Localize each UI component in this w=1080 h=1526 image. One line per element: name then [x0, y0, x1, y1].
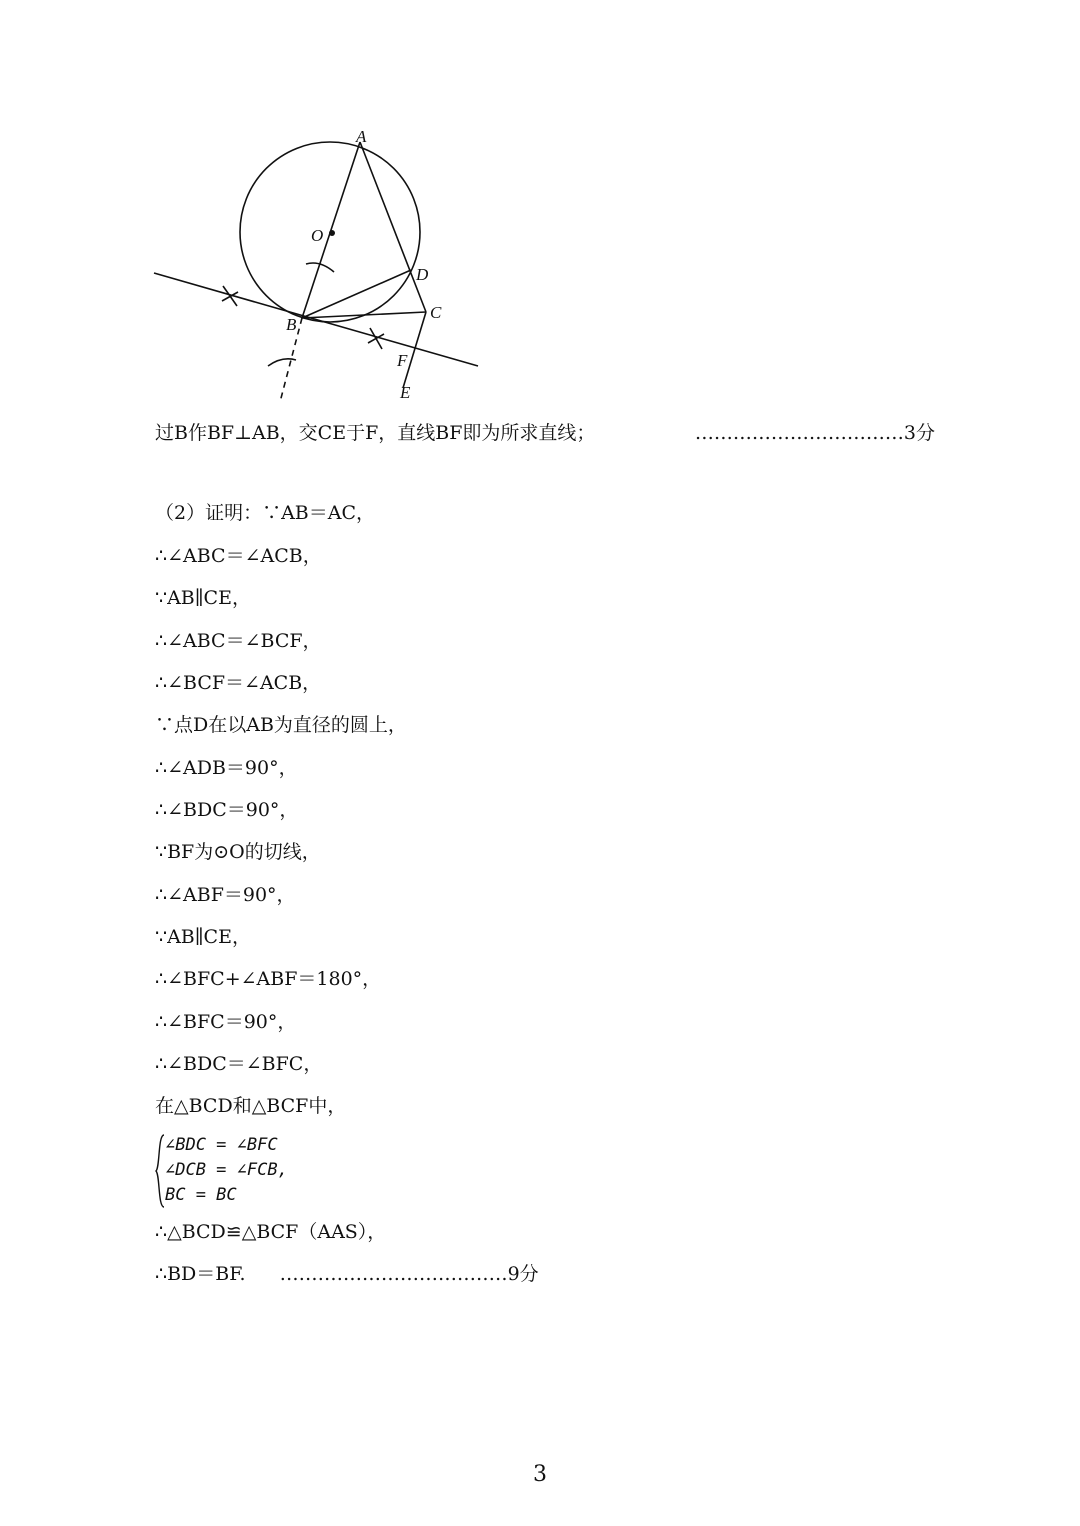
geometry-diagram: [150, 120, 490, 410]
proof-line: ∴∠BDC＝90°，: [155, 799, 299, 821]
segment-bc: [302, 312, 426, 318]
system-row: BC = BC: [165, 1185, 237, 1205]
proof-line: ∴∠BDC＝∠BFC，: [155, 1053, 323, 1075]
arc-mark-upper: [306, 263, 334, 272]
proof-line: ∵BF为⊙O的切线，: [155, 841, 321, 863]
proof-line: 在△BCD和△BCF中，: [155, 1095, 347, 1117]
arc-mark-lower: [268, 359, 296, 366]
proof-line: ∴∠ADB＝90°，: [155, 757, 298, 779]
label-f: F: [397, 351, 408, 370]
conclusion-final-text: ∴BD＝BF.: [155, 1263, 246, 1285]
geometry-figure: [150, 120, 490, 410]
proof-line: ∴∠ABC＝∠BCF，: [155, 630, 322, 652]
proof-line: ∴∠BFC+∠ABF＝180°，: [155, 968, 382, 990]
part2-score: ………………………………9分: [279, 1263, 539, 1285]
part1-text: 过B作BF⊥AB，交CE于F，直线BF即为所求直线；: [155, 422, 596, 444]
proof-line: ∵点D在以AB为直径的圆上，: [155, 714, 407, 736]
proof-line: ∵AB∥CE，: [155, 587, 251, 609]
label-c: C: [430, 303, 442, 322]
page-number: 3: [533, 1462, 547, 1487]
conclusion-final: [155, 1261, 539, 1287]
label-d: D: [416, 265, 429, 284]
equation-system: [155, 1133, 355, 1213]
part1-score: ……………………………3分: [694, 422, 935, 444]
system-row: ∠DCB = ∠FCB,: [165, 1160, 288, 1180]
label-a: A: [356, 127, 367, 146]
system-row: ∠BDC = ∠BFC: [165, 1135, 278, 1155]
proof-line: ∴∠BCF＝∠ACB，: [155, 672, 322, 694]
left-brace: [155, 1133, 165, 1209]
conclusion-congruent: ∴△BCD≌△BCF（AAS），: [155, 1221, 387, 1243]
proof-line: （2）证明：∵AB＝AC，: [155, 502, 376, 524]
proof-line: ∵AB∥CE，: [155, 926, 251, 948]
label-e: E: [400, 383, 411, 402]
part1-line: [155, 420, 935, 446]
proof-line: ∴∠BFC＝90°，: [155, 1011, 297, 1033]
center-point-o: [329, 230, 335, 236]
label-o: O: [311, 226, 324, 245]
label-b: B: [286, 315, 297, 334]
proof-line: ∴∠ABC＝∠ACB，: [155, 545, 322, 567]
proof-line: ∴∠ABF＝90°，: [155, 884, 296, 906]
